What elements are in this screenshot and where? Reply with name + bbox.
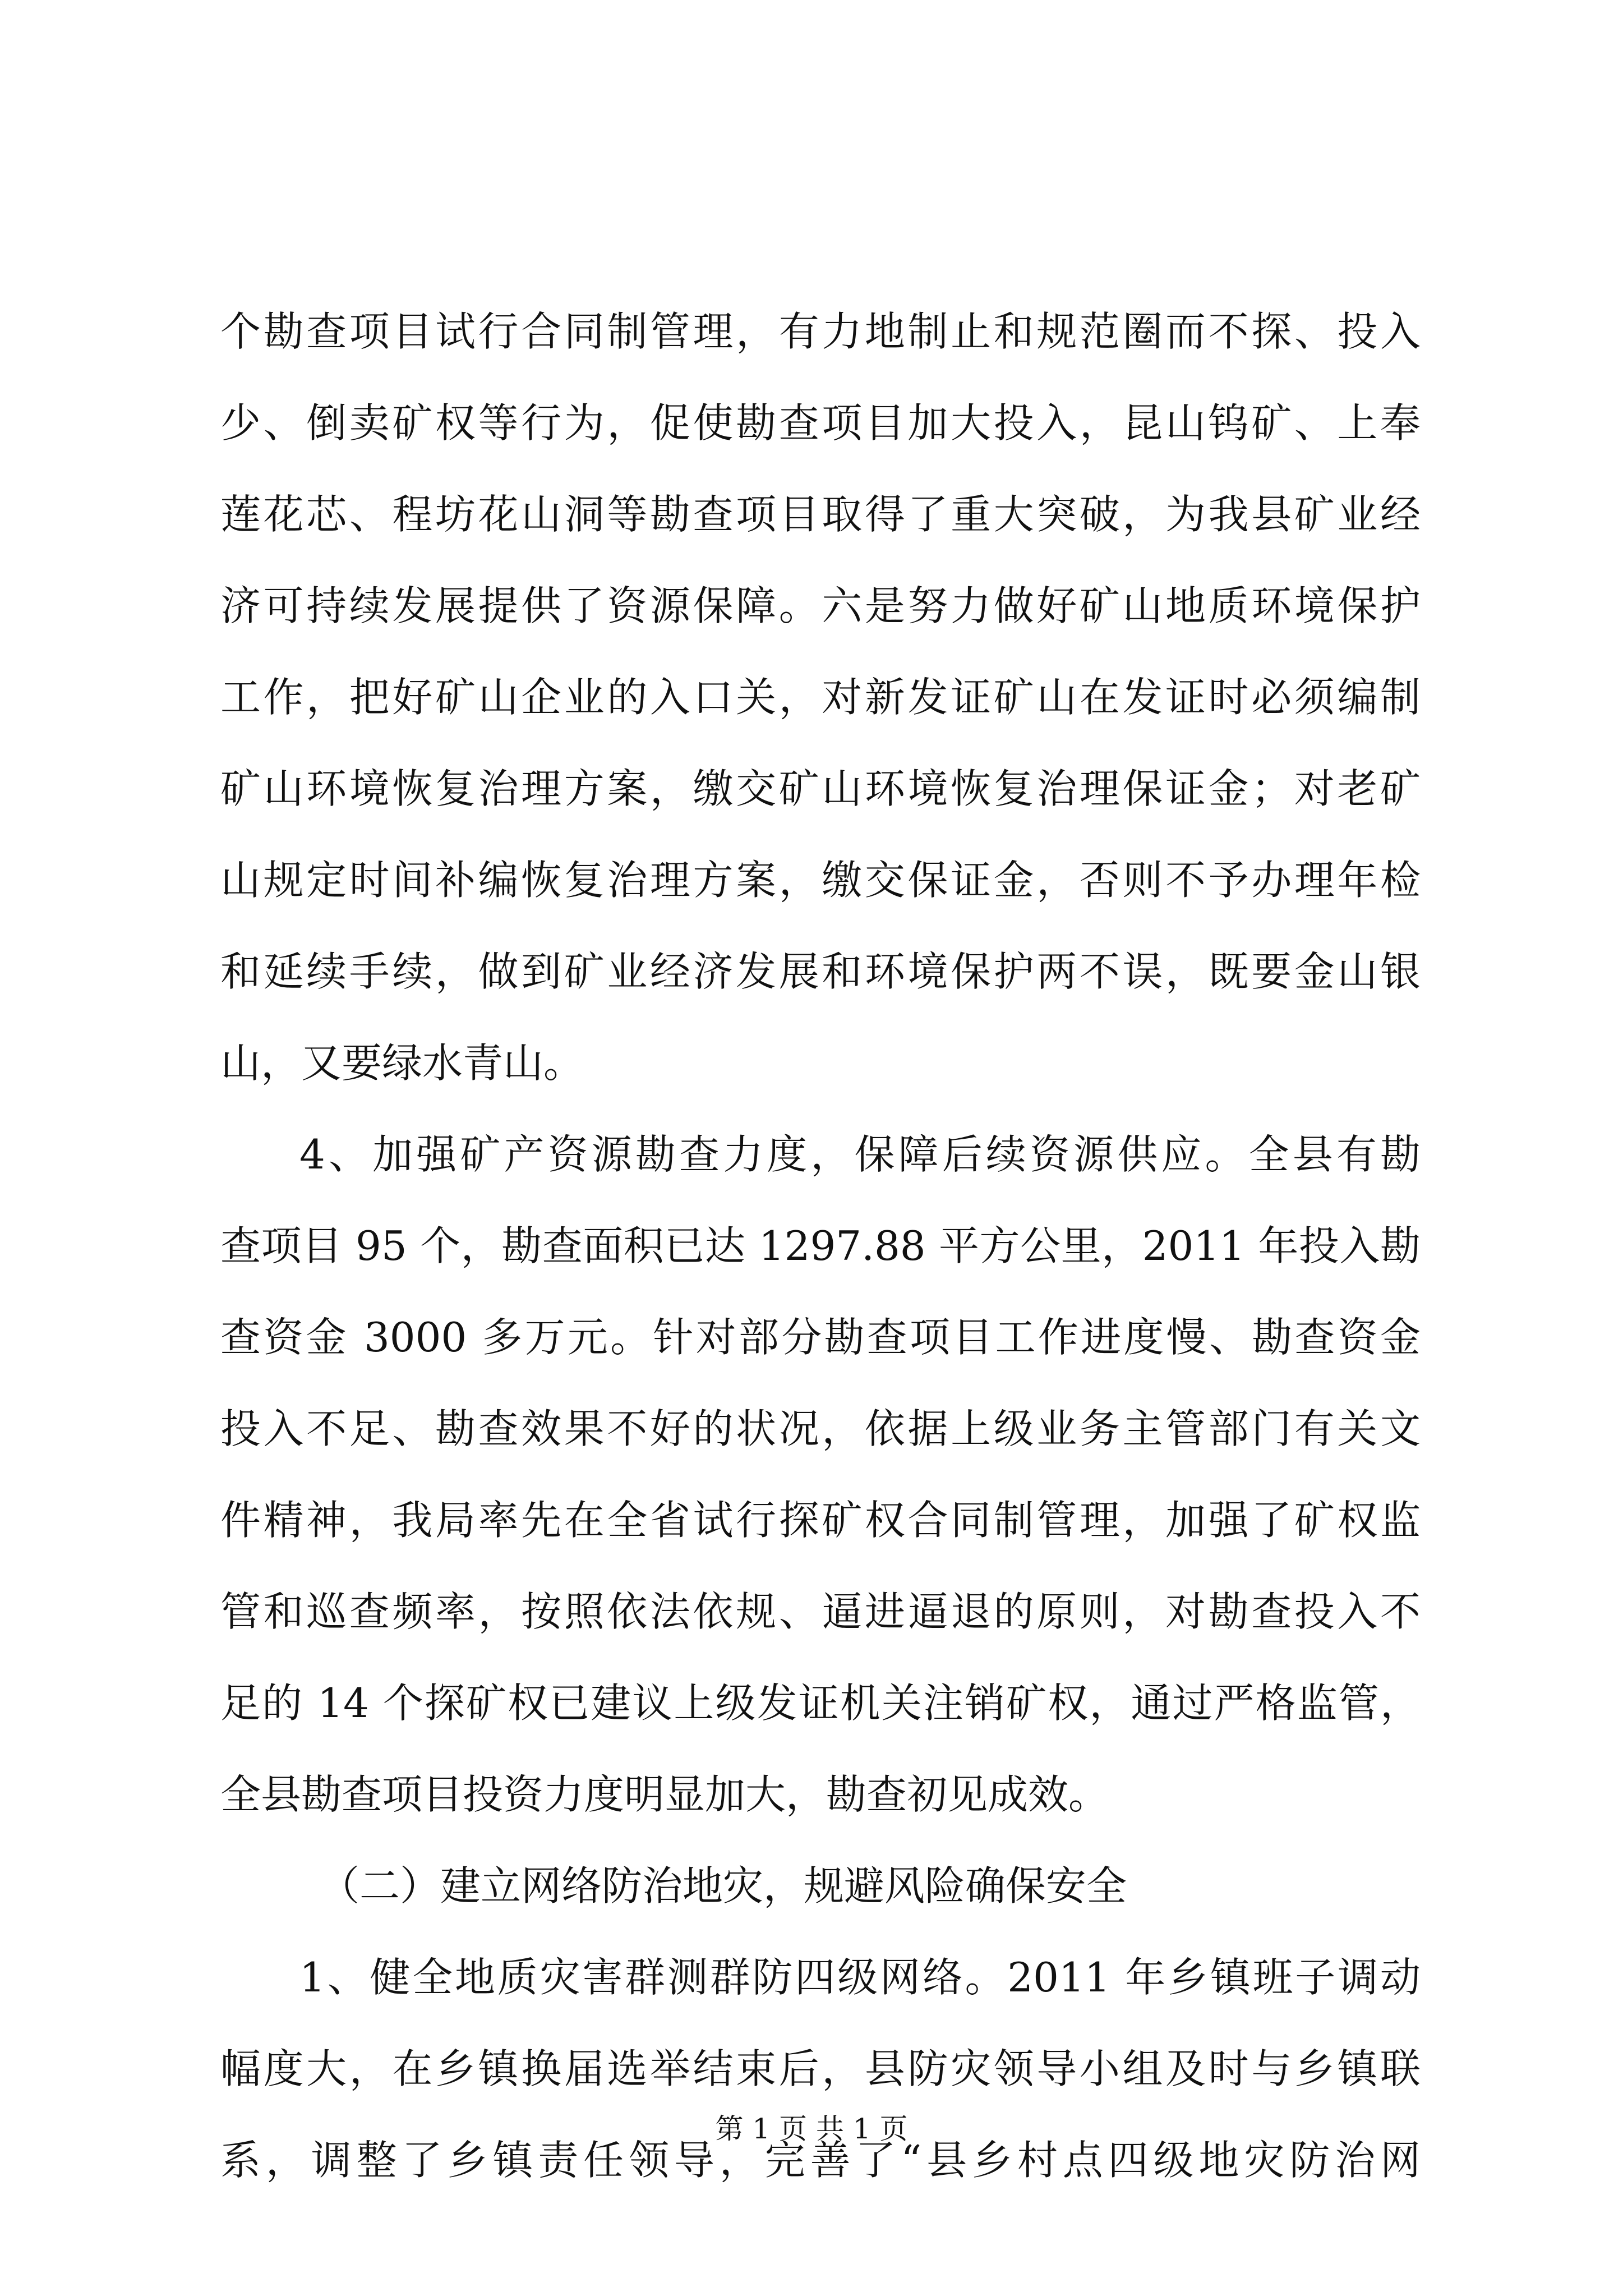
text-line: 山规定时间补编恢复治理方案，缴交保证金，否则不予办理年检 (220, 857, 1421, 904)
text-line: 工作，把好矿山企业的入口关，对新发证矿山在发证时必须编制 (220, 674, 1421, 721)
text-line: 4、加强矿产资源勘查力度，保障后续资源供应。全县有勘 (299, 1131, 1421, 1178)
text-line: 投入不足、勘查效果不好的状况，依据上级业务主管部门有关文 (220, 1405, 1421, 1452)
text-line: 矿山环境恢复治理方案，缴交矿山环境恢复治理保证金；对老矿 (220, 765, 1421, 812)
text-line: （二）建立网络防治地灾，规避风险确保安全 (319, 1862, 1127, 1910)
body-text (220, 286, 1421, 2206)
text-line: 全县勘查项目投资力度明显加大，勘查初见成效。 (220, 1771, 1109, 1818)
text-line: 山，又要绿水青山。 (220, 1039, 584, 1087)
text-line: 1、健全地质灾害群测群防四级网络。2011 年乡镇班子调动 (299, 1954, 1421, 2001)
text-line: 查资金 3000 多万元。针对部分勘查项目工作进度慢、勘查资金 (220, 1314, 1421, 1361)
page-footer: 第 1 页 共 1 页 (715, 2113, 908, 2145)
text-line: 莲花芯、程坊花山洞等勘查项目取得了重大突破，为我县矿业经 (220, 491, 1421, 538)
text-line: 查项目 95 个，勘查面积已达 1297.88 平方公里，2011 年投入勘 (220, 1222, 1421, 1269)
text-line: 件精神，我局率先在全省试行探矿权合同制管理，加强了矿权监 (220, 1497, 1421, 1544)
text-line: 少、倒卖矿权等行为，促使勘查项目加大投入，昆山钨矿、上奉 (220, 399, 1421, 447)
text-line: 系，调整了乡镇责任领导，完善了“县乡村点四级地灾防治网 (220, 2137, 1421, 2184)
text-line: 足的 14 个探矿权已建议上级发证机关注销矿权，通过严格监管， (220, 1680, 1421, 1727)
text-line: 济可持续发展提供了资源保障。六是努力做好矿山地质环境保护 (220, 582, 1421, 629)
text-line: 个勘查项目试行合同制管理，有力地制止和规范圈而不探、投入 (220, 308, 1421, 355)
text-line: 管和巡查频率，按照依法依规、逼进逼退的原则，对勘查投入不 (220, 1588, 1421, 1635)
text-line: 幅度大，在乡镇换届选举结束后，县防灾领导小组及时与乡镇联 (220, 2045, 1421, 2092)
text-line: 和延续手续，做到矿业经济发展和环境保护两不误，既要金山银 (220, 948, 1421, 995)
